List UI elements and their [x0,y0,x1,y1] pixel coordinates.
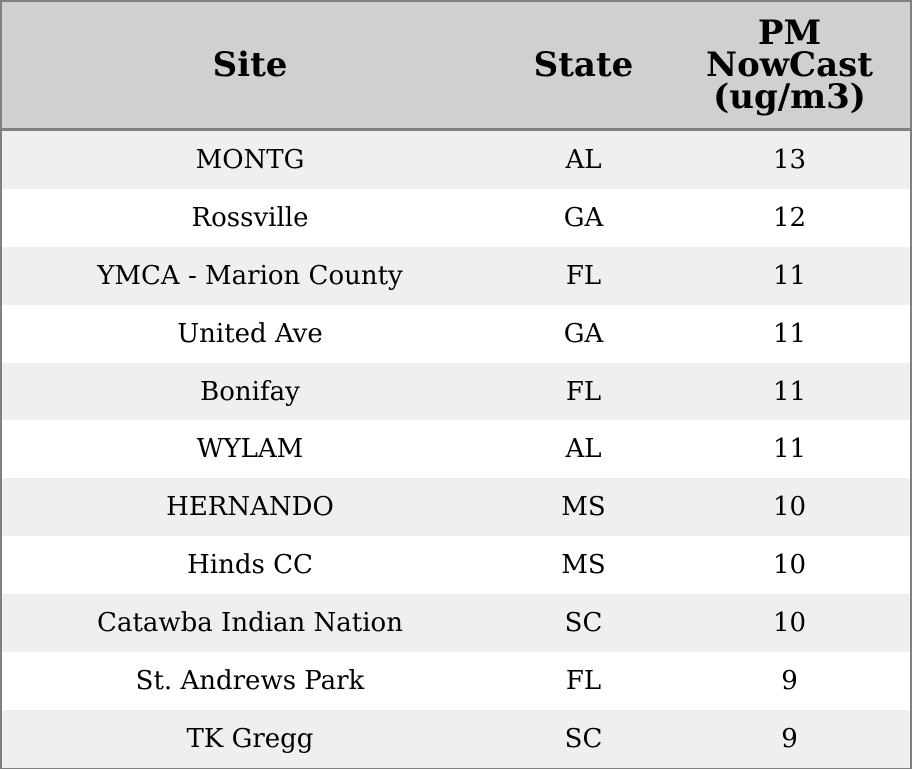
cell-state: FL [498,363,669,421]
cell-state: FL [498,247,669,305]
pm-nowcast-table [2,2,910,768]
table-row [2,710,910,768]
column-header-state-text: State [533,45,634,85]
cell-pm-nowcast: 10 [669,536,910,594]
cell-state: SC [498,594,669,652]
column-header-state [498,2,669,130]
table-row [2,536,910,594]
cell-pm-nowcast: 10 [669,594,910,652]
cell-pm-nowcast: 11 [669,363,910,421]
column-header-site-text: Site [212,45,288,85]
cell-state: MS [498,536,669,594]
cell-site: St. Andrews Park [2,652,498,710]
table-row [2,594,910,652]
cell-state: FL [498,652,669,710]
cell-pm-nowcast: 13 [669,130,910,189]
table-row [2,478,910,536]
cell-site: HERNANDO [2,478,498,536]
cell-state: AL [498,130,669,189]
column-header-pm-nowcast [669,2,910,130]
cell-site: United Ave [2,305,498,363]
cell-site: Hinds CC [2,536,498,594]
cell-pm-nowcast: 11 [669,247,910,305]
cell-pm-nowcast: 9 [669,710,910,768]
cell-pm-nowcast: 11 [669,305,910,363]
cell-site: WYLAM [2,420,498,478]
table-row [2,189,910,247]
cell-pm-nowcast: 9 [669,652,910,710]
table-row [2,652,910,710]
cell-pm-nowcast: 12 [669,189,910,247]
table-row [2,130,910,189]
header-row [2,2,910,130]
table-row [2,420,910,478]
cell-site: TK Gregg [2,710,498,768]
column-header-site [2,2,498,130]
cell-site: Rossville [2,189,498,247]
cell-site: MONTG [2,130,498,189]
table-row [2,247,910,305]
cell-state: GA [498,305,669,363]
cell-site: YMCA - Marion County [2,247,498,305]
column-header-pm-line2: NowCast [706,45,873,85]
cell-state: SC [498,710,669,768]
cell-site: Bonifay [2,363,498,421]
table-header [2,2,910,130]
column-header-pm-line3: (ug/m3) [713,77,866,117]
cell-state: MS [498,478,669,536]
table-row [2,363,910,421]
cell-state: GA [498,189,669,247]
cell-state: AL [498,420,669,478]
cell-site: Catawba Indian Nation [2,594,498,652]
cell-pm-nowcast: 11 [669,420,910,478]
table-body [2,130,910,768]
column-header-pm-line1: PM [757,13,822,53]
table-row [2,305,910,363]
cell-pm-nowcast: 10 [669,478,910,536]
